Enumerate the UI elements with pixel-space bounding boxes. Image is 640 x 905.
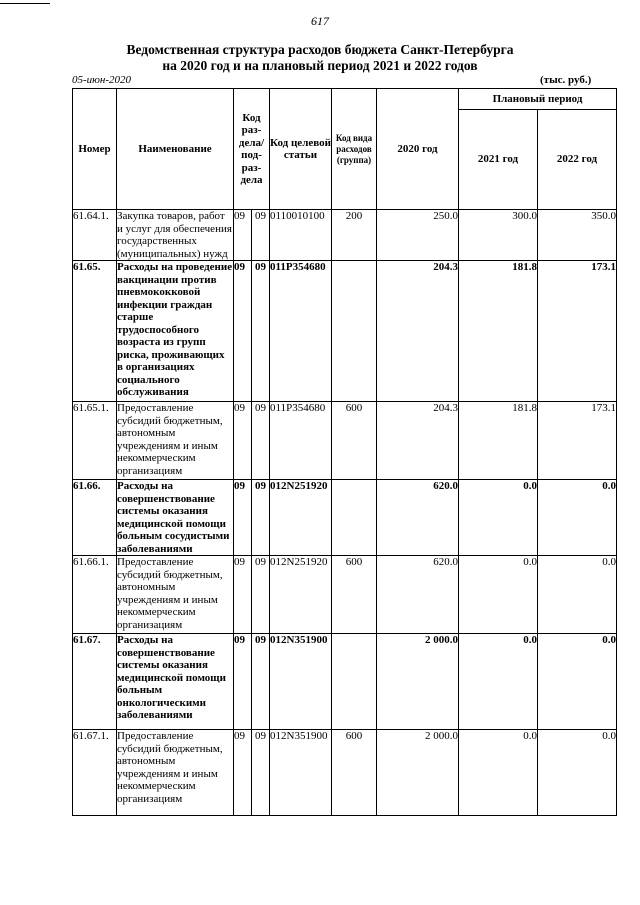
row-number: 61.67.1.: [73, 730, 117, 816]
row-target-code: 011P354680: [270, 261, 332, 402]
row-name: Предоставление субсидий бюджетным, автономным учреждениям и иным некоммерческим организациям: [117, 730, 234, 816]
table-row: [73, 261, 617, 402]
title-line-2: на 2020 год и на плановый период 2021 и 2022 годов: [162, 58, 478, 73]
header-expense-type: Код вида расходов (группа): [332, 89, 377, 210]
row-value-2021: 300.0: [459, 210, 538, 261]
row-name: Закупка товаров, работ и услуг для обеспечения государственных (муниципальных) нужд: [117, 210, 232, 260]
row-value-2020: 620.0: [377, 556, 459, 634]
header-year-2020: 2020 год: [377, 89, 459, 210]
row-value-2020: 2 000.0: [377, 634, 459, 730]
row-section-code: 09: [234, 402, 252, 480]
row-section-code: 09: [234, 730, 252, 816]
top-rule: [0, 3, 50, 4]
row-value-2022: 350.0: [538, 210, 617, 261]
row-number: 61.66.: [73, 480, 117, 556]
units-label: (тыс. руб.): [540, 74, 592, 86]
row-name: Предоставление субсидий бюджетным, автономным учреждениям и иным некоммерческим организациям: [117, 402, 234, 480]
row-value-2021: 181.8: [459, 261, 538, 402]
table-row: [73, 730, 617, 816]
row-subsection-code: 09: [252, 556, 270, 634]
row-value-2021: 0.0: [459, 730, 538, 816]
table-row: [73, 634, 617, 730]
row-value-2020: 2 000.0: [377, 730, 459, 816]
row-value-2022: 0.0: [538, 480, 617, 556]
row-expense-group: [332, 634, 377, 730]
row-number: 61.64.1.: [73, 210, 117, 261]
row-value-2022: 0.0: [538, 730, 617, 816]
table-row: [73, 210, 617, 261]
row-value-2020: 204.3: [377, 402, 459, 480]
row-expense-group: 600: [332, 730, 377, 816]
row-section-code: 09: [234, 261, 252, 402]
row-value-2021: 181.8: [459, 402, 538, 480]
row-subsection-code: 09: [252, 402, 270, 480]
row-target-code: 012N251920: [270, 480, 332, 556]
row-expense-group: 600: [332, 402, 377, 480]
row-value-2022: 173.1: [538, 261, 617, 402]
header-name: Наименование: [117, 89, 234, 210]
row-expense-group: [332, 480, 377, 556]
row-value-2021: 0.0: [459, 556, 538, 634]
page-title: [0, 42, 640, 74]
row-subsection-code: 09: [252, 210, 270, 261]
row-value-2020: 204.3: [377, 261, 459, 402]
row-section-code: 09: [234, 634, 252, 730]
header-planned-period: Плановый период: [459, 89, 617, 110]
header-number: Номер: [73, 89, 117, 210]
row-number: 61.65.1.: [73, 402, 117, 480]
row-value-2021: 0.0: [459, 480, 538, 556]
row-value-2022: 0.0: [538, 556, 617, 634]
row-name: Расходы на совершенствование системы оказания медицинской помощи больным сосудистыми заболеваниями: [117, 480, 234, 556]
table-row: [73, 556, 617, 634]
row-number: 61.66.1.: [73, 556, 117, 634]
title-line-1: Ведомственная структура расходов бюджета Санкт-Петербурга: [126, 42, 514, 57]
row-expense-group: 200: [332, 210, 377, 261]
row-name: Расходы на проведение вакцинации против пневмококковой инфекции граждан старше трудоспособного возраста из групп риска, проживающих в организациях социального обслуживания: [117, 261, 234, 402]
row-number: 61.67.: [73, 634, 117, 730]
header-year-2022: 2022 год: [538, 110, 617, 210]
row-value-2022: 0.0: [538, 634, 617, 730]
budget-table: [72, 88, 617, 816]
row-value-2020: 620.0: [377, 480, 459, 556]
table-row: [73, 480, 617, 556]
document-date: 05-июн-2020: [72, 74, 132, 86]
row-target-code: 012N351900: [270, 730, 332, 816]
header-year-2021: 2021 год: [459, 110, 538, 210]
row-name: Расходы на совершенствование системы оказания медицинской помощи больным онкологическими заболеваниями: [117, 634, 234, 730]
row-expense-group: 600: [332, 556, 377, 634]
header-target: Код целевой статьи: [270, 89, 332, 210]
row-number: 61.65.: [73, 261, 117, 402]
row-target-code: 0110010100: [270, 210, 332, 261]
row-value-2022: 173.1: [538, 402, 617, 480]
row-subsection-code: 09: [252, 730, 270, 816]
row-section-code: 09: [234, 480, 252, 556]
row-subsection-code: 09: [252, 480, 270, 556]
row-subsection-code: 09: [252, 634, 270, 730]
row-target-code: 012N351900: [270, 634, 332, 730]
row-target-code: 011P354680: [270, 402, 332, 480]
row-section-code: 09: [234, 210, 252, 261]
page-number: 617: [311, 14, 329, 28]
row-value-2021: 0.0: [459, 634, 538, 730]
row-section-code: 09: [234, 556, 252, 634]
row-value-2020: 250.0: [377, 210, 459, 261]
table-row: [73, 402, 617, 480]
row-expense-group: [332, 261, 377, 402]
row-target-code: 012N251920: [270, 556, 332, 634]
row-name: Предоставление субсидий бюджетным, автономным учреждениям и иным некоммерческим организациям: [117, 556, 234, 634]
header-section: Код раз-дела/ под-раз-дела: [234, 89, 270, 210]
row-subsection-code: 09: [252, 261, 270, 402]
